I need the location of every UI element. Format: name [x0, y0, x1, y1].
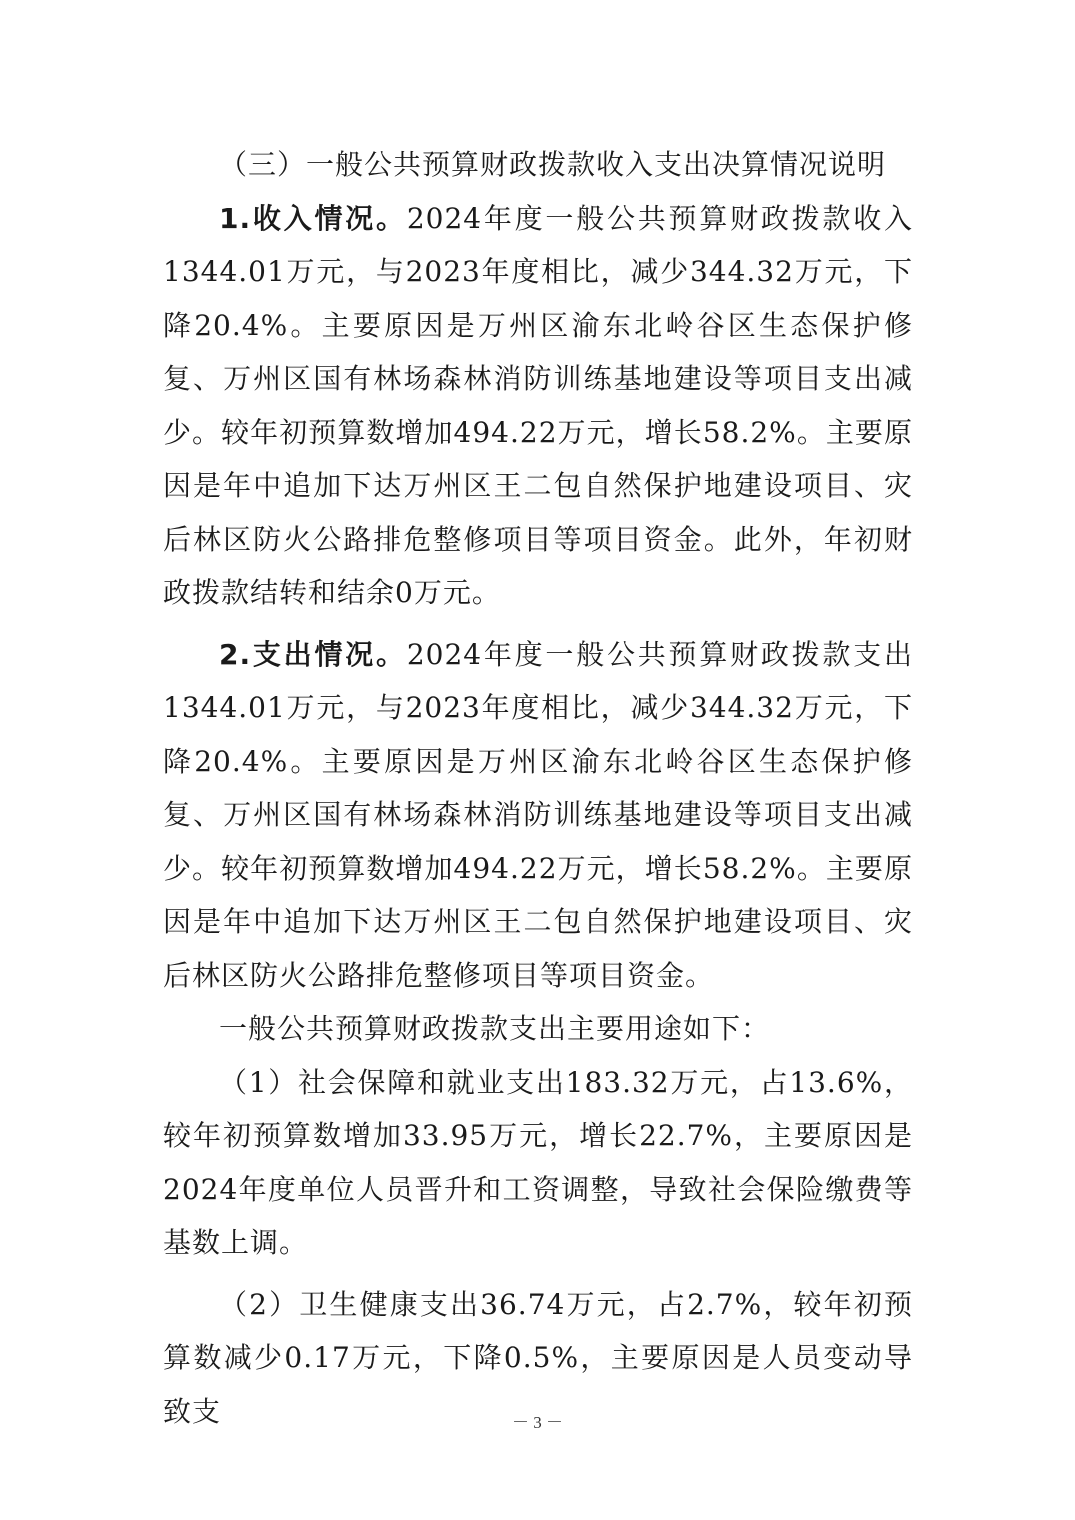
income-paragraph — [163, 192, 913, 620]
health-paragraph: （2）卫生健康支出36.74万元，占2.7%，较年初预算数减少0.17万元，下降0.5%，主要原因是人员变动导致支 — [163, 1287, 913, 1428]
section-heading: （三）一般公共预算财政拨款收入支出决算情况说明 — [219, 148, 887, 181]
expenditure-text: 2024年度一般公共预算财政拨款支出1344.01万元，与2023年度相比，减少344.32万元，下降20.4%。主要原因是万州区渝东北岭谷区生态保护修复、万州区国有林场森林消防训练基地建设等项目支出减少。较年初预算数增加494.22万元，增长58.2%。主要原因是年中追加下达万州区王二包自然保护地建设项目、灾后林区防火公路排危整修项目等项目资金。 — [163, 637, 913, 992]
usage-intro-paragraph: 一般公共预算财政拨款支出主要用途如下： — [219, 1012, 771, 1045]
page-number: － 3 － — [512, 1413, 563, 1432]
social-security-paragraph: （1）社会保障和就业支出183.32万元，占13.6%，较年初预算数增加33.95万元，增长22.7%，主要原因是2024年度单位人员晋升和工资调整，导致社会保险缴费等基数上调。 — [163, 1065, 913, 1259]
income-text: 2024年度一般公共预算财政拨款收入1344.01万元，与2023年度相比，减少344.32万元，下降20.4%。主要原因是万州区渝东北岭谷区生态保护修复、万州区国有林场森林消防训练基地建设等项目支出减少。较年初预算数增加494.22万元，增长58.2%。主要原因是年中追加下达万州区王二包自然保护地建设项目、灾后林区防火公路排危整修项目等项目资金。此外，年初财政拨款结转和结余0万元。 — [163, 201, 913, 609]
expenditure-paragraph — [163, 628, 913, 1003]
income-lead: 1.收入情况。 — [219, 201, 407, 235]
document-body — [163, 138, 913, 1438]
expenditure-lead: 2.支出情况。 — [219, 637, 407, 671]
